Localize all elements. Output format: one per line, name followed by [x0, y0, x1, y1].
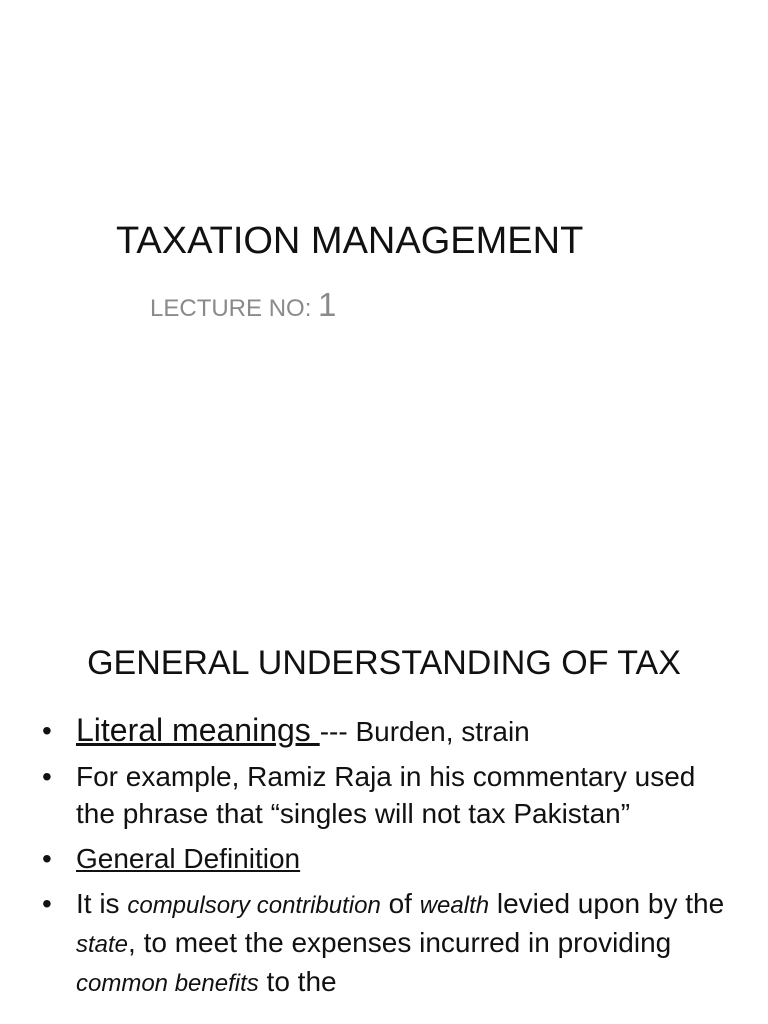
- definition-emphasis: state: [76, 931, 129, 958]
- general-definition-term: General Definition: [76, 843, 301, 874]
- slide-title: TAXATION MANAGEMENT: [116, 220, 584, 262]
- definition-emphasis: compulsory contribution: [127, 892, 381, 919]
- slide-heading: GENERAL UNDERSTANDING OF TAX: [87, 644, 681, 682]
- definition-emphasis: wealth: [419, 892, 490, 919]
- bullet-definition-text: [40, 885, 740, 1002]
- definition-part: to the: [258, 966, 337, 997]
- definition-part: levied upon by the: [489, 888, 725, 919]
- definition-part: of: [380, 888, 420, 919]
- bullet-list: [40, 712, 740, 1010]
- bullet-example: [40, 758, 740, 832]
- literal-meanings-text: --- Burden, strain: [319, 716, 530, 747]
- bullet-icon: •: [42, 715, 52, 746]
- example-text: For example, Ramiz Raja in his commentary used the phrase that “singles will not tax Pakistan”: [76, 761, 696, 829]
- slide-subtitle: [150, 286, 336, 324]
- lecture-number: 1: [318, 286, 337, 323]
- lecture-label: LECTURE NO:: [150, 295, 319, 322]
- bullet-literal-meanings: [40, 712, 740, 750]
- bullet-icon: •: [42, 761, 52, 792]
- definition-emphasis: common benefits: [76, 970, 259, 997]
- bullet-icon: •: [42, 888, 52, 919]
- definition-part: , to meet the expenses incurred in providing: [128, 927, 672, 958]
- bullet-general-definition: [40, 840, 740, 877]
- literal-meanings-term: Literal meanings: [76, 712, 320, 748]
- content-slide: [0, 560, 768, 1024]
- definition-part: It is: [76, 888, 128, 919]
- bullet-icon: •: [42, 843, 52, 874]
